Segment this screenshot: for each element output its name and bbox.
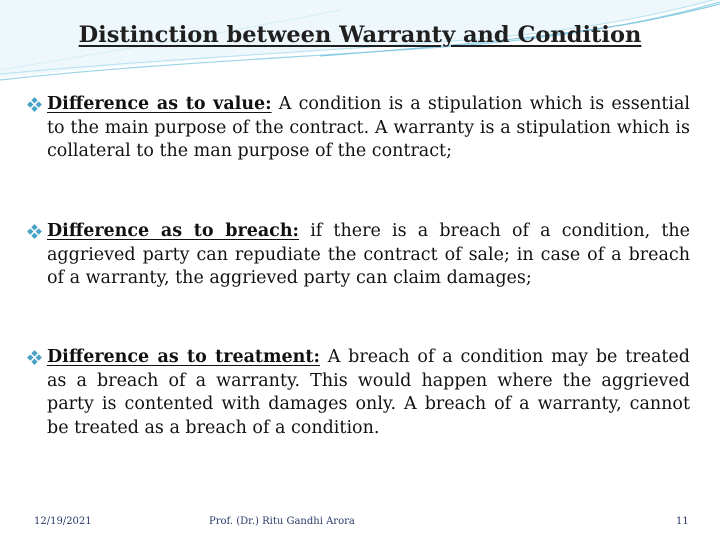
point-lead: Difference as to treatment: (47, 347, 320, 367)
point-lead: Difference as to breach: (47, 221, 300, 241)
point-breach (28, 220, 690, 291)
point-body: A condition is a stipulation which is essential to the main purpose of the contract. A warranty is a stipulation which is collateral to the man purpose of the contract; (47, 94, 690, 161)
footer-author: Prof. (Dr.) Ritu Gandhi Arora (209, 516, 355, 527)
footer-date: 12/19/2021 (34, 516, 92, 527)
point-value (28, 93, 690, 164)
point-treatment (28, 346, 690, 440)
diamond-bullet-icon (26, 96, 43, 113)
footer-page-number: 11 (676, 516, 689, 527)
slide-title: Distinction between Warranty and Condition (78, 22, 642, 48)
diamond-bullet-icon (26, 349, 43, 366)
point-lead: Difference as to value: (47, 94, 272, 114)
point-body: if there is a breach of a condition, the aggrieved party can repudiate the contract of sale; in case of a breach of a warranty, the aggrieved party can claim damages; (47, 221, 690, 288)
diamond-bullet-icon (26, 223, 43, 240)
point-body: A breach of a condition may be treated as a breach of a warranty. This would happen where the aggrieved party is contented with damages only. A breach of a warranty, cannot be treated as a breach of a condition. (47, 347, 690, 438)
